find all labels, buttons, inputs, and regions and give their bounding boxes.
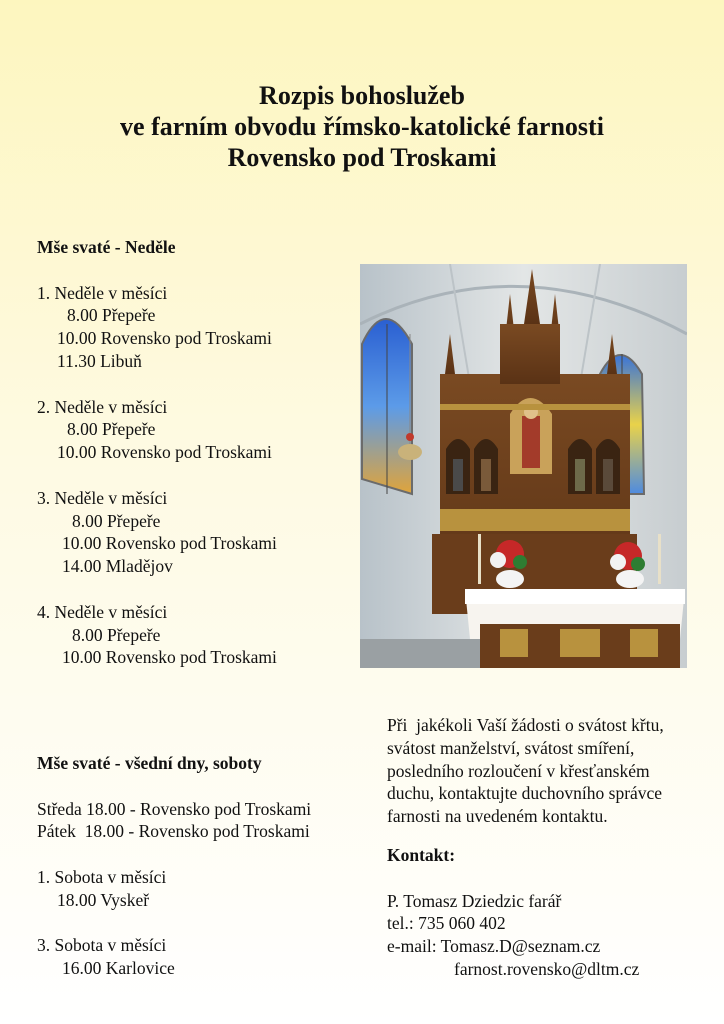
saturday-3-title: 3. Sobota v měsíci <box>37 935 167 956</box>
contact-email-1: e-mail: Tomasz.D@seznam.cz <box>387 936 601 957</box>
list-item: 10.00 Rovensko pod Troskami <box>62 647 277 668</box>
contact-name: P. Tomasz Dziedzic farář <box>387 890 562 911</box>
sunday-heading: Mše svaté - Neděle <box>37 237 176 257</box>
title-line-1: Rozpis bohoslužeb <box>259 81 465 110</box>
sunday-masses <box>37 236 277 669</box>
list-item: 14.00 Mladějov <box>62 556 173 577</box>
page-title <box>0 80 724 173</box>
list-item: 8.00 Přepeře <box>72 624 161 645</box>
list-item: 18.00 Vyskeř <box>57 889 150 910</box>
altar-illustration <box>360 264 687 668</box>
list-item: 8.00 Přepeře <box>67 305 156 326</box>
info-line: posledního rozloučení v křesťanském <box>387 760 650 781</box>
list-item: 8.00 Přepeře <box>72 510 161 531</box>
sunday-group-4-title: 4. Neděle v měsíci <box>37 601 168 622</box>
list-item: 16.00 Karlovice <box>62 958 175 979</box>
sunday-group-2-title: 2. Neděle v měsíci <box>37 396 168 417</box>
title-line-2: ve farním obvodu římsko-katolické farnosti <box>120 112 604 141</box>
list-item: 11.30 Libuň <box>57 350 142 371</box>
sunday-group-3-title: 3. Neděle v měsíci <box>37 487 168 508</box>
info-line: farnosti na uvedeném kontaktu. <box>387 806 608 827</box>
info-line: duchu, kontaktujte duchovního správce <box>387 783 663 804</box>
list-item: 10.00 Rovensko pod Troskami <box>57 442 272 463</box>
list-item: Pátek 18.00 - Rovensko pod Troskami <box>37 821 310 842</box>
sunday-group-1-title: 1. Neděle v měsíci <box>37 282 168 303</box>
weekday-heading: Mše svaté - všední dny, soboty <box>37 753 262 773</box>
weekday-masses <box>37 752 311 980</box>
list-item: 10.00 Rovensko pod Troskami <box>57 328 272 349</box>
saturday-1-title: 1. Sobota v měsíci <box>37 866 167 887</box>
contact-block <box>387 844 639 981</box>
list-item: Středa 18.00 - Rovensko pod Troskami <box>37 798 312 819</box>
info-line: Při jakékoli Vaší žádosti o svátost křtu, <box>387 715 664 735</box>
list-item: 8.00 Přepeře <box>67 419 156 440</box>
list-item: 10.00 Rovensko pod Troskami <box>62 533 277 554</box>
sacraments-info <box>387 714 664 828</box>
title-line-3: Rovensko pod Troskami <box>227 143 497 172</box>
contact-phone: tel.: 735 060 402 <box>387 913 506 934</box>
contact-heading: Kontakt: <box>387 845 456 865</box>
church-altar-photo <box>360 264 687 668</box>
info-line: svátost manželství, svátost smíření, <box>387 737 635 758</box>
contact-email-2: farnost.rovensko@dltm.cz <box>454 958 640 979</box>
